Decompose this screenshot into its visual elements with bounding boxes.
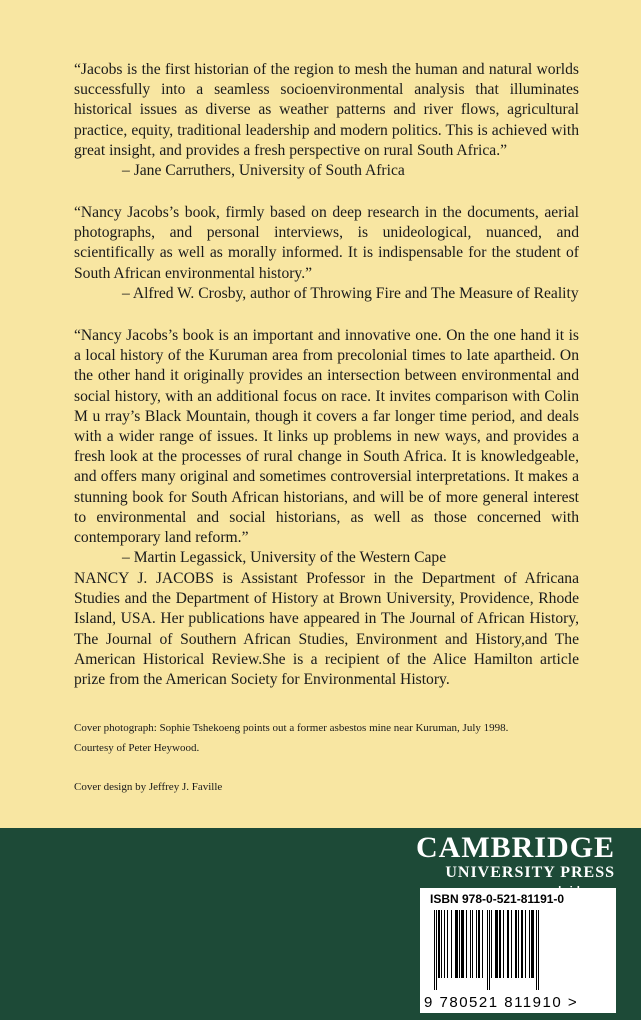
author-bio-text: NANCY J. JACOBS is Assistant Professor in the Department of Africana Studies and the Department of History at Brown University, Providence, Rhode Island, USA. Her publications have appeared in The Journal of African History, The Journal of Southern African Studies, Environment and History,and The American Historical Review.She is a recipient of the Alice Hamilton article prize from the American Society for Environmental History. bbox=[74, 570, 579, 689]
barcode-bar bbox=[436, 910, 437, 990]
barcode-bar bbox=[470, 910, 471, 978]
barcode-bar bbox=[472, 910, 473, 978]
barcode-bar bbox=[515, 910, 517, 978]
barcode-bar bbox=[495, 910, 498, 978]
quote-carruthers bbox=[74, 60, 579, 181]
barcode-digits: 9 780521 811910 > bbox=[424, 994, 579, 1011]
barcode-bar bbox=[503, 910, 504, 978]
barcode-bar bbox=[441, 910, 442, 978]
barcode-bar bbox=[434, 910, 435, 990]
quote-text: “Nancy Jacobs’s book is an important and innovative one. On the one hand it is a local history of the Kuruman area from precolonial times to late apartheid. On the other hand it originally provides an intersection between environmental and social history, with an additional focus on race. It invites comparison with Colin M u rray’s Black Mountain, though it covers a far longer time period, and deals with a wider range of issues. It links up problems in new ways, and provides a fresh look at the processes of rural change in South Africa. It is knowledgeable, and offers many original and sometimes controversial interpretations. It makes a stunning book for South African historians, and will be of more general interest to environmental and social historians, as well as those concerned with contemporary land reform.” bbox=[74, 327, 579, 547]
quote-attribution: – Martin Legassick, University of the Western Cape bbox=[122, 549, 447, 567]
barcode-bar bbox=[521, 910, 523, 978]
quote-attribution: – Jane Carruthers, University of South Africa bbox=[122, 162, 405, 180]
barcode-bar bbox=[531, 910, 534, 978]
barcode-bar bbox=[482, 910, 483, 978]
barcode-bar bbox=[444, 910, 445, 978]
barcode-bar bbox=[511, 910, 512, 978]
design-credit: Cover design by Jeffrey J. Faville bbox=[74, 781, 223, 793]
barcode-bars bbox=[428, 910, 608, 990]
quote-attribution: – Alfred W. Crosby, author of Throwing Fire and The Measure of Reality bbox=[122, 284, 579, 302]
isbn-label: ISBN 978-0-521-81191-0 bbox=[430, 892, 565, 906]
barcode-bar bbox=[525, 910, 526, 978]
barcode-bar bbox=[451, 910, 452, 978]
barcode-bar bbox=[466, 910, 467, 978]
quote-legassick bbox=[74, 326, 579, 568]
barcode-bar bbox=[487, 910, 488, 990]
publisher-press: UNIVERSITY PRESS bbox=[445, 864, 615, 881]
barcode-bar bbox=[489, 910, 490, 990]
quote-text: “Jacobs is the first historian of the region to mesh the human and natural worlds successfully into a seamless socioenvironmental analysis that illuminates historical issues as diverse as weather patterns and river flows, agricultural practice, equity, traditional leadership and modern politics. This is achieved with great insight, and provides a fresh perspective on rural South Africa.” bbox=[74, 61, 579, 159]
quote-text: “Nancy Jacobs’s book, firmly based on deep research in the documents, aerial photographs, and personal interviews, is unideological, nuanced, and scientifically as well as morally informed. It is indispensable for the student of South African environmental history.” bbox=[74, 204, 579, 282]
barcode-bar bbox=[529, 910, 530, 978]
photo-credit: Cover photograph: Sophie Tshekoeng points out a former asbestos mine near Kuruman, July 1998. bbox=[74, 722, 509, 734]
barcode-bar bbox=[476, 910, 477, 978]
barcode-bar bbox=[538, 910, 539, 990]
barcode-bar bbox=[447, 910, 448, 978]
barcode-bar bbox=[499, 910, 501, 978]
barcode-bar bbox=[455, 910, 458, 978]
barcode-bar bbox=[507, 910, 509, 978]
quote-crosby bbox=[74, 203, 579, 304]
barcode-bar bbox=[536, 910, 537, 990]
photo-courtesy: Courtesy of Peter Heywood. bbox=[74, 742, 200, 754]
barcode-bar bbox=[478, 910, 480, 978]
author-bio bbox=[74, 569, 579, 690]
publisher-name: CAMBRIDGE bbox=[415, 831, 615, 864]
barcode-bar bbox=[459, 910, 460, 978]
barcode-bar bbox=[491, 910, 492, 978]
barcode-bar bbox=[438, 910, 440, 978]
isbn-barcode bbox=[420, 888, 616, 1013]
barcode-bar bbox=[518, 910, 519, 978]
barcode-bar bbox=[461, 910, 464, 978]
